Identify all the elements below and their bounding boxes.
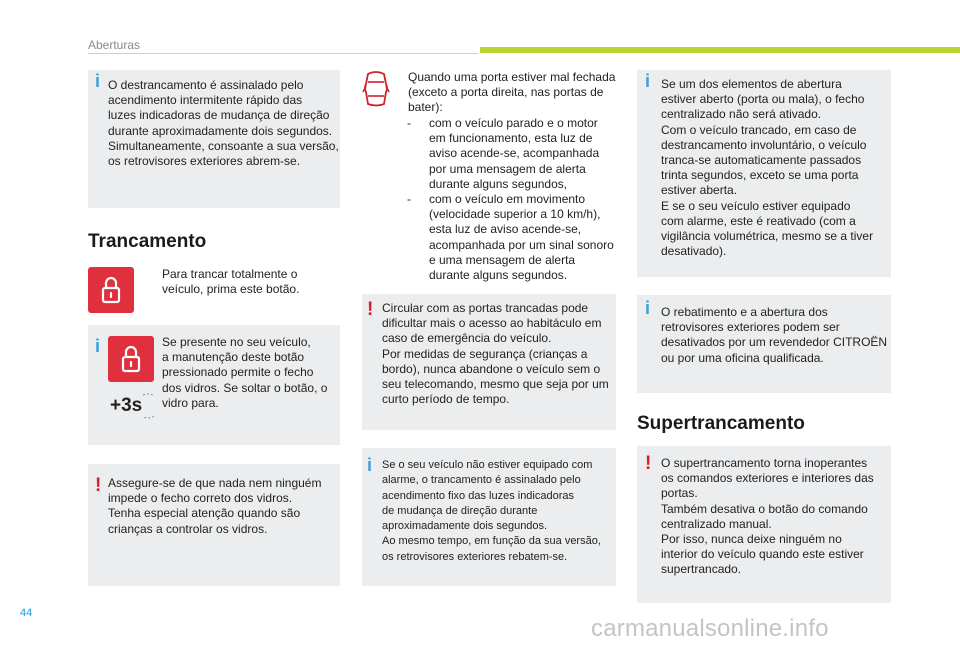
list-item: - com o veículo em movimento (velocidade superior a 10 km/h), esta luz de aviso acende-se, acompanhada por um sinal sonoro e uma mensagem de alerta durante alguns segundos. — [405, 192, 620, 283]
info-box-window-closing — [88, 325, 340, 445]
info-box-unlocking — [88, 70, 340, 208]
warning-icon: ! — [367, 299, 374, 320]
section-title-supertrancamento: Supertrancamento — [637, 413, 805, 434]
door-warning-lamp-icon — [362, 70, 390, 108]
info-box-mirrors — [637, 295, 891, 393]
warning-text-locked-doors: Circular com as portas trancadas pode dificultar mais o acesso ao habitáculo em caso de emergência do veículo. Por medidas de segurança (crianças a bordo), nunca abandone o veículo sem o seu telecomando, mesmo que seja por um curto período de tempo. — [382, 301, 609, 407]
info-icon: i — [95, 71, 101, 91]
info-text-window-closing: Se presente no seu veículo, a manutenção deste botão pressionado permite o fecho dos vidros. Se soltar o botão, o vidro para. — [162, 335, 328, 410]
info-text-unlocking: O destrancamento é assinalado pelo acendimento intermitente rápido das luzes indicadoras de mudança de direção durante aproximadamente dois segundos. Simultaneamente, consoante a sua versão, os retrovisores exteriores abrem-se. — [108, 78, 339, 169]
info-icon: i — [95, 336, 101, 356]
info-text-central-locking: Se um dos elementos de abertura estiver aberto (porta ou mala), o fecho centralizado não será ativado. Com o veículo trancado, em caso de destrancamento involuntário, o veículo tranca-se automaticamente passados trinta segundos, exceto se uma porta estiver aberta. E se o seu veículo estiver equipado com alarme, este é reativado (com a vigilância volumétrica, mesmo se a tiver desativado). — [661, 77, 874, 259]
hold-timer-icon — [110, 391, 154, 421]
info-text-mirrors: O rebatimento e a abertura dos retrovisores exteriores podem ser desativados por um revendedor CITROËN ou por uma oficina qualificada. — [661, 305, 888, 365]
warning-text-windows: Assegure-se de que nada nem ninguém impede o fecho correto dos vidros. Tenha especial atenção quando são crianças a controlar os vidros. — [108, 476, 322, 536]
warning-icon: ! — [645, 453, 652, 474]
info-box-central-locking — [637, 70, 891, 277]
lock-button-icon — [88, 267, 134, 313]
lock-instruction-text: Para trancar totalmente o veículo, prima este botão. — [162, 267, 300, 297]
info-icon: i — [367, 455, 373, 475]
info-icon: i — [645, 298, 651, 318]
watermark: carmanualsonline.info — [591, 615, 829, 642]
info-icon: i — [645, 71, 651, 91]
header-accent-bar — [480, 47, 960, 53]
warning-box-locked-doors — [362, 294, 616, 430]
door-open-intro: Quando uma porta estiver mal fechada (exceto a porta direita, nas portas de bater): — [408, 70, 616, 115]
info-text-no-alarm: Se o seu veículo não estiver equipado com alarme, o trancamento é assinalado pelo acendimento fixo das luzes indicadoras de mudança de direção durante aproximadamente dois segundos. Ao mesmo tempo, em função da sua versão, os retrovisores exteriores rebatem-se. — [382, 459, 601, 563]
section-title-trancamento: Trancamento — [88, 231, 207, 252]
lock-button-icon — [108, 336, 154, 382]
header-title: Aberturas — [88, 38, 141, 52]
hold-timer-label: +3s — [110, 395, 143, 416]
warning-box-windows — [88, 464, 340, 586]
door-open-list — [405, 116, 620, 283]
warning-box-supertrancamento — [637, 446, 891, 603]
warning-icon: ! — [95, 475, 102, 496]
info-box-no-alarm — [362, 448, 616, 586]
warning-text-supertrancamento: O supertrancamento torna inoperantes os comandos exteriores e interiores das portas. Também desativa o botão do comando centralizado manual. Por isso, nunca deixe ninguém no interior do veículo quando este estiver supertrancado. — [661, 456, 874, 577]
header-divider — [88, 53, 478, 54]
list-item: - com o veículo parado e o motor em funcionamento, esta luz de aviso acende-se, acompanhada por uma mensagem de alerta durante alguns segundos, — [405, 116, 620, 192]
page-number: 44 — [20, 607, 33, 619]
